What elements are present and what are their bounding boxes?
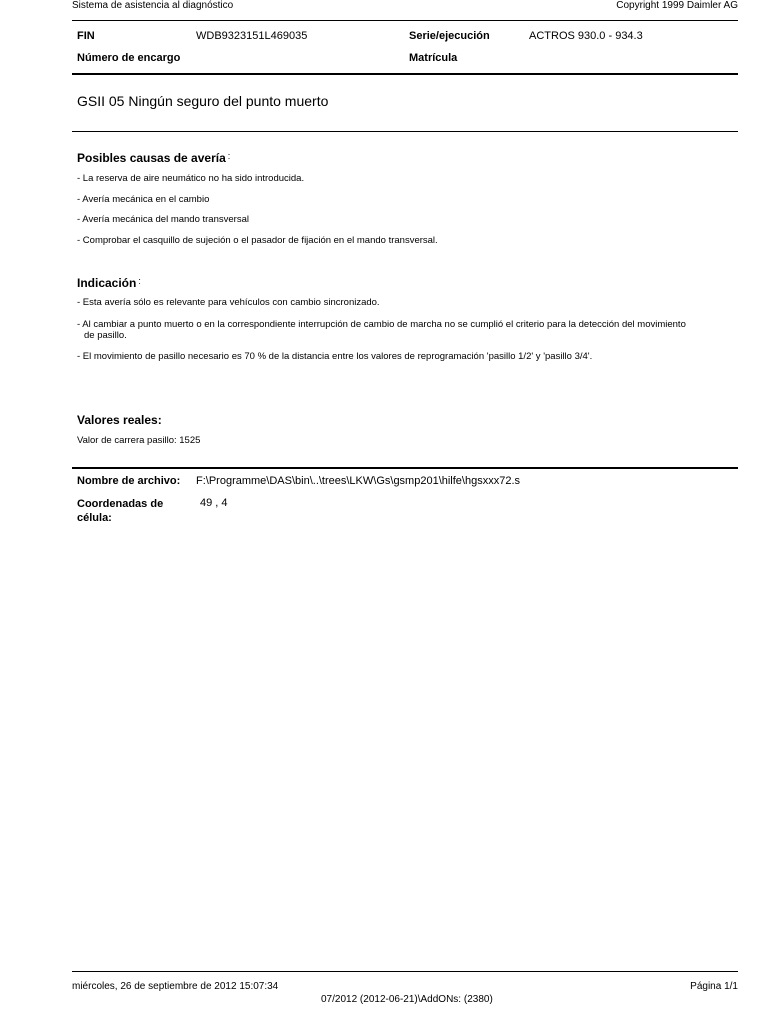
serie-label: Serie/ejecución xyxy=(409,30,490,42)
top-divider xyxy=(72,20,738,21)
cause-item: - Avería mecánica del mando transversal xyxy=(77,214,249,225)
indication-item-continuation: de pasillo. xyxy=(84,330,127,341)
coords-label-line2: célula: xyxy=(77,512,112,524)
indication-item: - El movimiento de pasillo necesario es 70 % de la distancia entre los valores de reprogramación 'pasillo 1/2' y 'pasillo 3/4'. xyxy=(77,351,593,362)
causes-heading-colon: : xyxy=(227,151,231,161)
indication-heading-colon: : xyxy=(138,276,141,286)
title-divider xyxy=(72,131,738,132)
indication-item: - Esta avería sólo es relevante para vehículos con cambio sincronizado. xyxy=(77,297,380,308)
matricula-label: Matrícula xyxy=(409,52,458,64)
encargo-label: Número de encargo xyxy=(77,52,181,64)
fin-value: WDB9323151L469035 xyxy=(196,30,308,42)
cause-item: - Avería mecánica en el cambio xyxy=(77,194,210,205)
file-name-value: F:\Programme\DAS\bin\..\trees\LKW\Gs\gsmp201\hilfe\hgsxxx72.s xyxy=(196,475,521,487)
copyright-text: Copyright 1999 Daimler AG xyxy=(616,0,738,11)
indication-heading xyxy=(77,276,141,290)
causes-heading-text: Posibles causas de avería xyxy=(77,151,226,165)
coords-label-line1: Coordenadas de xyxy=(77,498,164,510)
file-name-label: Nombre de archivo: xyxy=(77,475,181,487)
coords-label xyxy=(77,497,163,525)
cause-item: - Comprobar el casquillo de sujeción o el pasador de fijación en el mando transversal. xyxy=(77,235,438,246)
system-name: Sistema de asistencia al diagnóstico xyxy=(72,0,234,11)
cause-item: - La reserva de aire neumático no ha sido introducida. xyxy=(77,173,305,184)
serie-value: ACTROS 930.0 - 934.3 xyxy=(529,30,643,42)
footer-date: miércoles, 26 de septiembre de 2012 15:07:34 xyxy=(72,981,279,992)
actual-value-line: Valor de carrera pasillo: 1525 xyxy=(77,435,201,446)
indication-item xyxy=(77,319,738,341)
page-number: Página 1/1 xyxy=(690,981,738,992)
actual-values-heading: Valores reales: xyxy=(77,413,162,427)
indication-item-line: - Al cambiar a punto muerto o en la correspondiente interrupción de cambio de marcha no se cumplió el criterio para la detección del movimiento xyxy=(77,319,686,330)
fin-label: FIN xyxy=(77,30,95,42)
vehicle-divider xyxy=(72,73,738,75)
file-divider xyxy=(72,467,738,469)
causes-heading xyxy=(77,151,230,165)
footer-divider xyxy=(72,971,738,972)
indication-heading-text: Indicación xyxy=(77,276,137,290)
page-title: GSII 05 Ningún seguro del punto muerto xyxy=(77,93,329,109)
footer-addons: 07/2012 (2012-06-21)\AddONs: (2380) xyxy=(321,994,493,1005)
coords-value: 49 , 4 xyxy=(200,497,228,509)
